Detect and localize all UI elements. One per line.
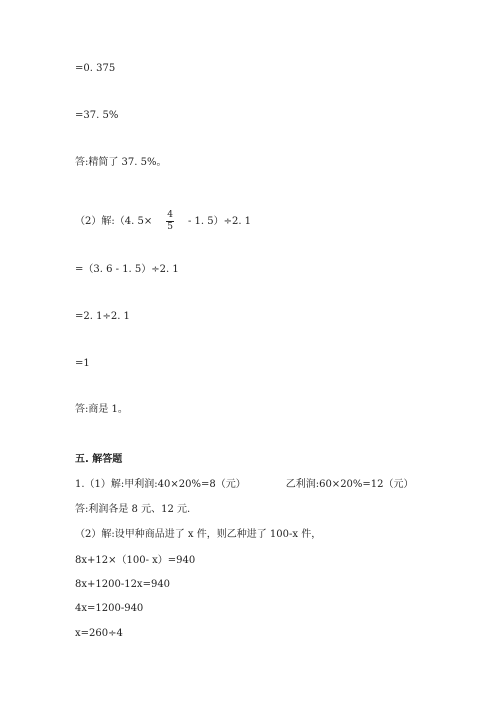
equation-1: 8x+12×（100- x）=940 bbox=[75, 555, 196, 566]
fraction-numerator: 4 bbox=[167, 210, 173, 220]
step-substitution: =（3. 6 - 1. 5）÷2. 1 bbox=[75, 264, 179, 275]
equation-3: 4x=1200-940 bbox=[75, 603, 144, 614]
profit-b: 乙利润:60×20%=12（元） bbox=[285, 479, 414, 490]
step-result-one: =1 bbox=[75, 358, 90, 369]
problem-2-expression bbox=[75, 210, 251, 233]
q1-answer-1: 答:利润各是 8 元、12 元. bbox=[75, 504, 191, 515]
q1-part2-setup: （2）解:设甲种商品进了 x 件，则乙种进了 100-x 件， bbox=[75, 529, 322, 540]
answer-quotient: 答:商是 1。 bbox=[75, 404, 128, 415]
step-division: =2. 1÷2. 1 bbox=[75, 311, 130, 322]
profit-a: 1.（1）解:甲利润:40×20%=8（元） bbox=[75, 479, 246, 490]
fraction-four-fifths bbox=[166, 210, 174, 233]
equation-4: x=260÷4 bbox=[75, 628, 123, 639]
step-result-decimal: =0. 375 bbox=[75, 63, 116, 74]
equation-2: 8x+1200-12x=940 bbox=[75, 579, 171, 590]
expression-suffix: - 1. 5）÷2. 1 bbox=[187, 216, 252, 227]
step-result-percent: =37. 5% bbox=[75, 110, 119, 121]
q1-part1-line bbox=[75, 478, 414, 492]
fraction-denominator: 5 bbox=[167, 222, 173, 232]
expression-prefix: （2）解:（4. 5× bbox=[75, 216, 153, 227]
section-title: 五. 解答题 bbox=[75, 454, 123, 465]
answer-streamlined: 答:精简了 37. 5%。 bbox=[75, 157, 167, 168]
